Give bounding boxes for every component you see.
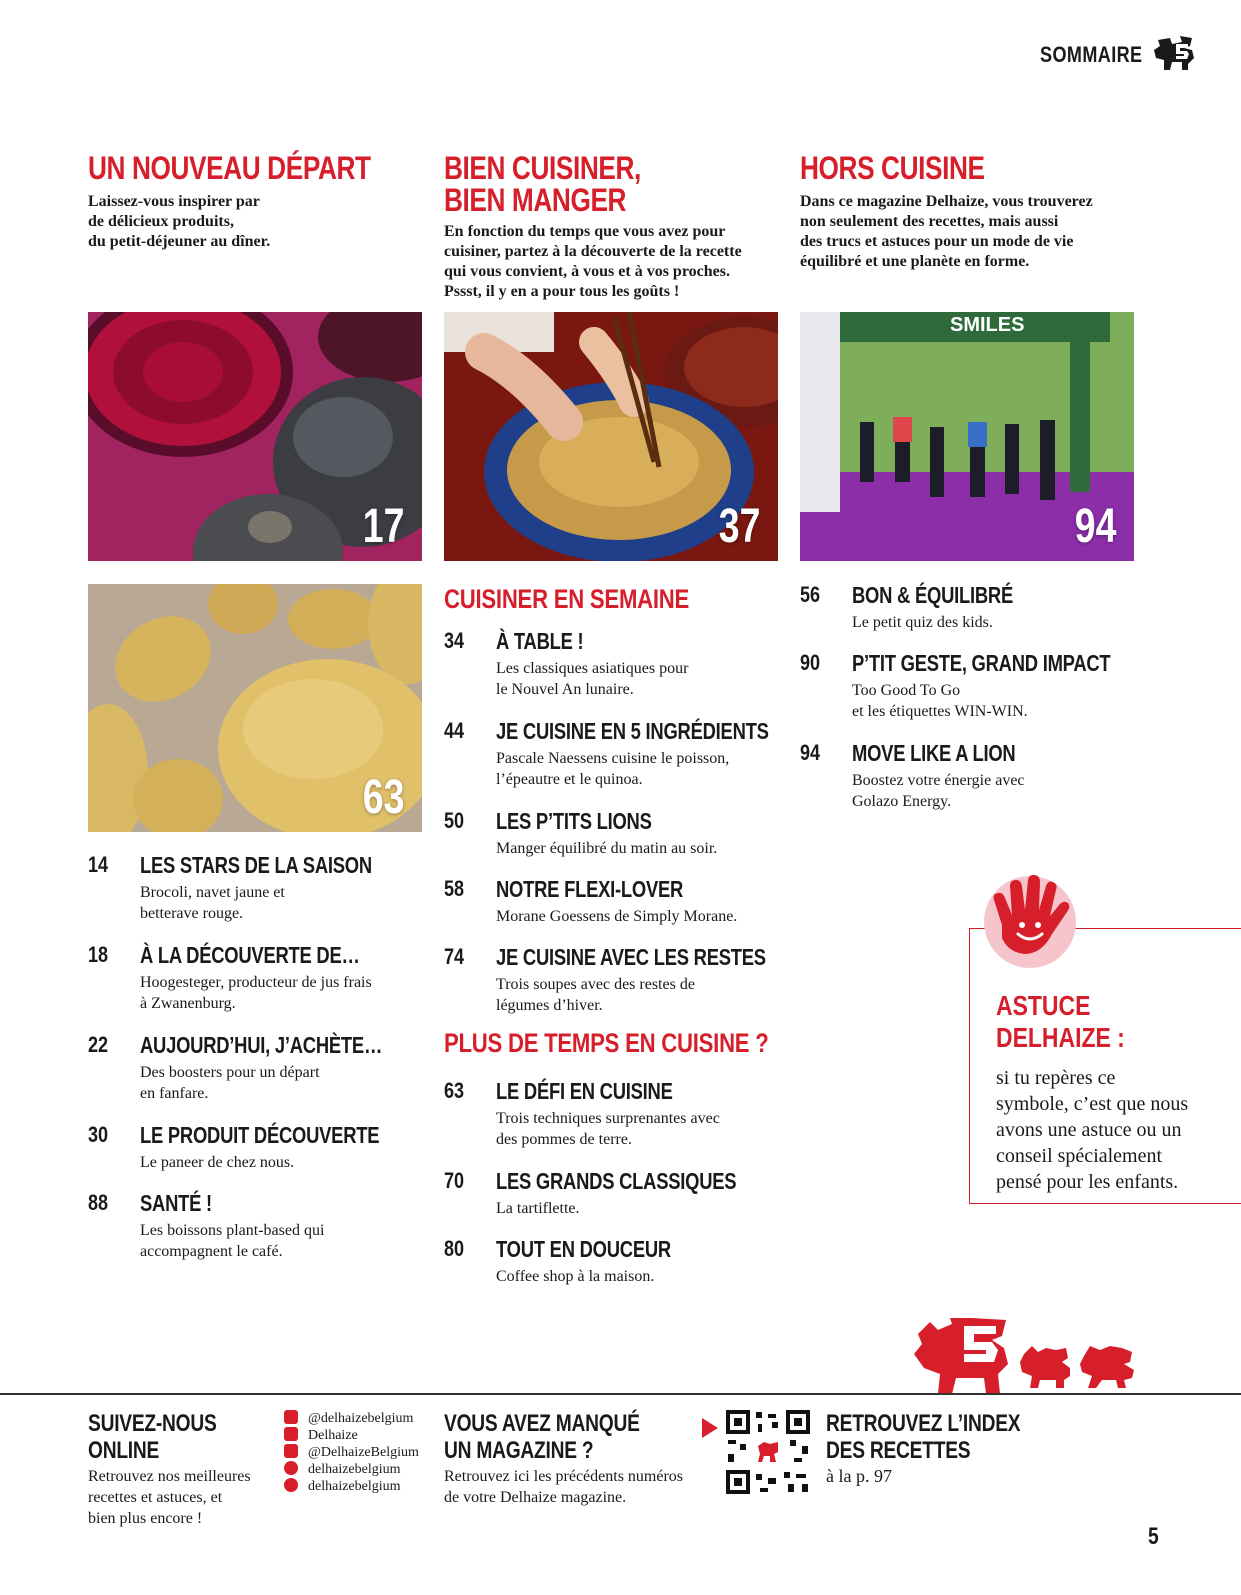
instagram-icon	[284, 1410, 298, 1424]
toc-page-number: 44	[444, 718, 465, 743]
toc-entry-description: Manger équilibré du matin au soir.	[496, 840, 718, 857]
toc-entry-title: LES P’TITS LIONS	[496, 808, 652, 834]
toc-page-number: 80	[444, 1236, 465, 1261]
social-link-pinterest[interactable]: delhaizebelgium	[284, 1478, 419, 1495]
toc-page-number: 58	[444, 876, 465, 901]
toc-entry-title: TOUT EN DOUCEUR	[496, 1236, 671, 1262]
kids-hand-icon	[980, 870, 1080, 970]
footer-index-text: à la p. 97	[826, 1466, 892, 1486]
toc-entry-title: À TABLE !	[496, 628, 584, 654]
toc-entry-title: LE PRODUIT DÉCOUVERTE	[140, 1122, 380, 1148]
toc-entry-title: P’TIT GESTE, GRAND IMPACT	[852, 650, 1111, 676]
arrow-right-icon	[702, 1418, 718, 1438]
toc-page-number: 34	[444, 628, 465, 653]
photo-potatoes[interactable]	[88, 584, 422, 832]
photo-beets[interactable]	[88, 312, 422, 561]
toc-entry-title: JE CUISINE EN 5 INGRÉDIENTS	[496, 718, 769, 744]
toc-page-number: 90	[800, 650, 821, 675]
toc-entry-description: Le paneer de chez nous.	[140, 1154, 295, 1171]
event-banner-text: SMILES	[950, 314, 1025, 336]
photo-page-number: 94	[1074, 500, 1116, 553]
toc-entry-description: Trois techniques surprenantes avec des pommes de terre.	[496, 1110, 720, 1148]
photo-page-number: 17	[362, 500, 404, 553]
toc-entry-description: Pascale Naessens cuisine le poisson, l’épeautre et le quinoa.	[496, 750, 730, 788]
section-title-nouveau-depart: UN NOUVEAU DÉPART	[88, 150, 371, 186]
social-link-facebook[interactable]: Delhaize	[284, 1427, 419, 1444]
social-link-instagram[interactable]: @delhaizebelgium	[284, 1410, 419, 1427]
tiktok-icon	[284, 1461, 298, 1475]
toc-entry-description: La tartiflette.	[496, 1200, 580, 1217]
pinterest-icon	[284, 1478, 298, 1492]
toc-entry-description: Le petit quiz des kids.	[852, 614, 993, 631]
section-intro-nouveau-depart: Laissez-vous inspirer par de délicieux produits, du petit-déjeuner au dîner.	[88, 193, 271, 250]
photo-page-number: 37	[718, 500, 760, 553]
footer-missed-title: VOUS AVEZ MANQUÉ UN MAGAZINE ?	[444, 1410, 640, 1464]
youtube-icon	[284, 1444, 298, 1458]
toc-page-number: 88	[88, 1190, 109, 1215]
toc-entry-title: À LA DÉCOUVERTE DE…	[140, 942, 360, 968]
social-link-tiktok[interactable]: delhaizebelgium	[284, 1461, 419, 1478]
toc-entry-title: LES GRANDS CLASSIQUES	[496, 1168, 737, 1194]
toc-page-number: 18	[88, 942, 109, 967]
toc-entry-description: Les boissons plant-based qui accompagnent le café.	[140, 1222, 325, 1260]
footer-follow-text: Retrouvez nos meilleures recettes et astuces, et bien plus encore !	[88, 1468, 251, 1527]
toc-entry-description: Trois soupes avec des restes de légumes d’hiver.	[496, 976, 695, 1014]
footer-divider	[0, 1393, 1241, 1395]
toc-entry-title: JE CUISINE AVEC LES RESTES	[496, 944, 766, 970]
toc-entry-title: NOTRE FLEXI-LOVER	[496, 876, 684, 902]
delhaize-lion-small-icon	[1080, 1344, 1136, 1388]
photo-running-event[interactable]	[800, 312, 1134, 561]
subsection-title-semaine: CUISINER EN SEMAINE	[444, 584, 690, 614]
toc-entry-description: Too Good To Go et les étiquettes WIN-WIN.	[852, 682, 1028, 720]
toc-entry-title: LE DÉFI EN CUISINE	[496, 1078, 673, 1104]
toc-page-number: 30	[88, 1122, 109, 1147]
section-title-bien-cuisiner: BIEN CUISINER, BIEN MANGER	[444, 150, 641, 218]
toc-page-number: 56	[800, 582, 821, 607]
toc-entry-title: BON & ÉQUILIBRÉ	[852, 582, 1013, 608]
toc-entry-title: AUJOURD’HUI, J’ACHÈTE…	[140, 1032, 383, 1058]
qr-code-icon[interactable]	[724, 1408, 812, 1496]
toc-entry-description: Hoogesteger, producteur de jus frais à Zwanenburg.	[140, 974, 372, 1012]
toc-page-number: 50	[444, 808, 465, 833]
toc-entry-description: Les classiques asiatiques pour le Nouvel An lunaire.	[496, 660, 689, 698]
delhaize-lion-logo	[1152, 36, 1196, 70]
toc-entry-description: Des boosters pour un départ en fanfare.	[140, 1064, 320, 1102]
social-link-youtube[interactable]: @DelhaizeBelgium	[284, 1444, 419, 1461]
delhaize-lion-large-icon	[912, 1318, 1012, 1394]
footer-missed-text: Retrouvez ici les précédents numéros de votre Delhaize magazine.	[444, 1468, 684, 1506]
footer-follow-title: SUIVEZ-NOUS ONLINE	[88, 1410, 217, 1464]
toc-entry-description: Boostez votre énergie avec Golazo Energy.	[852, 772, 1025, 810]
photo-noodles[interactable]	[444, 312, 778, 561]
delhaize-lion-small-icon	[1020, 1344, 1072, 1388]
toc-page-number: 70	[444, 1168, 465, 1193]
toc-page-number: 74	[444, 944, 465, 969]
toc-page-number: 63	[444, 1078, 465, 1103]
page-number: 5	[1148, 1523, 1159, 1550]
section-title-hors-cuisine: HORS CUISINE	[800, 150, 985, 186]
toc-page-number: 22	[88, 1032, 109, 1057]
toc-entry-title: SANTÉ !	[140, 1190, 212, 1216]
photo-page-number: 63	[362, 771, 404, 824]
toc-entry-title: LES STARS DE LA SAISON	[140, 852, 372, 878]
footer-index-title: RETROUVEZ L’INDEX DES RECETTES	[826, 1410, 1021, 1464]
tip-title: ASTUCE DELHAIZE :	[996, 990, 1125, 1053]
toc-entry-description: Coffee shop à la maison.	[496, 1268, 655, 1285]
social-links	[284, 1410, 419, 1495]
section-label: SOMMAIRE	[1040, 42, 1143, 67]
facebook-icon	[284, 1427, 298, 1441]
toc-entry-title: MOVE LIKE A LION	[852, 740, 1016, 766]
tip-text: si tu repères ce symbole, c’est que nous avons une astuce ou un conseil spécialement pensé pour les enfants.	[996, 1067, 1189, 1193]
toc-page-number: 94	[800, 740, 821, 765]
section-intro-hors-cuisine: Dans ce magazine Delhaize, vous trouverez non seulement des recettes, mais aussi des trucs et astuces pour un mode de vie équilibré et une planète en forme.	[800, 193, 1093, 270]
toc-entry-description: Brocoli, navet jaune et betterave rouge.	[140, 884, 285, 922]
toc-entry-description: Morane Goessens de Simply Morane.	[496, 908, 738, 925]
section-intro-bien-cuisiner: En fonction du temps que vous avez pour cuisiner, partez à la découverte de la recette qui vous convient, à vous et à vos proches. Pssst, il y en a pour tous les goûts !	[444, 223, 742, 300]
toc-page-number: 14	[88, 852, 109, 877]
subsection-title-plus-de-temps: PLUS DE TEMPS EN CUISINE ?	[444, 1028, 769, 1058]
